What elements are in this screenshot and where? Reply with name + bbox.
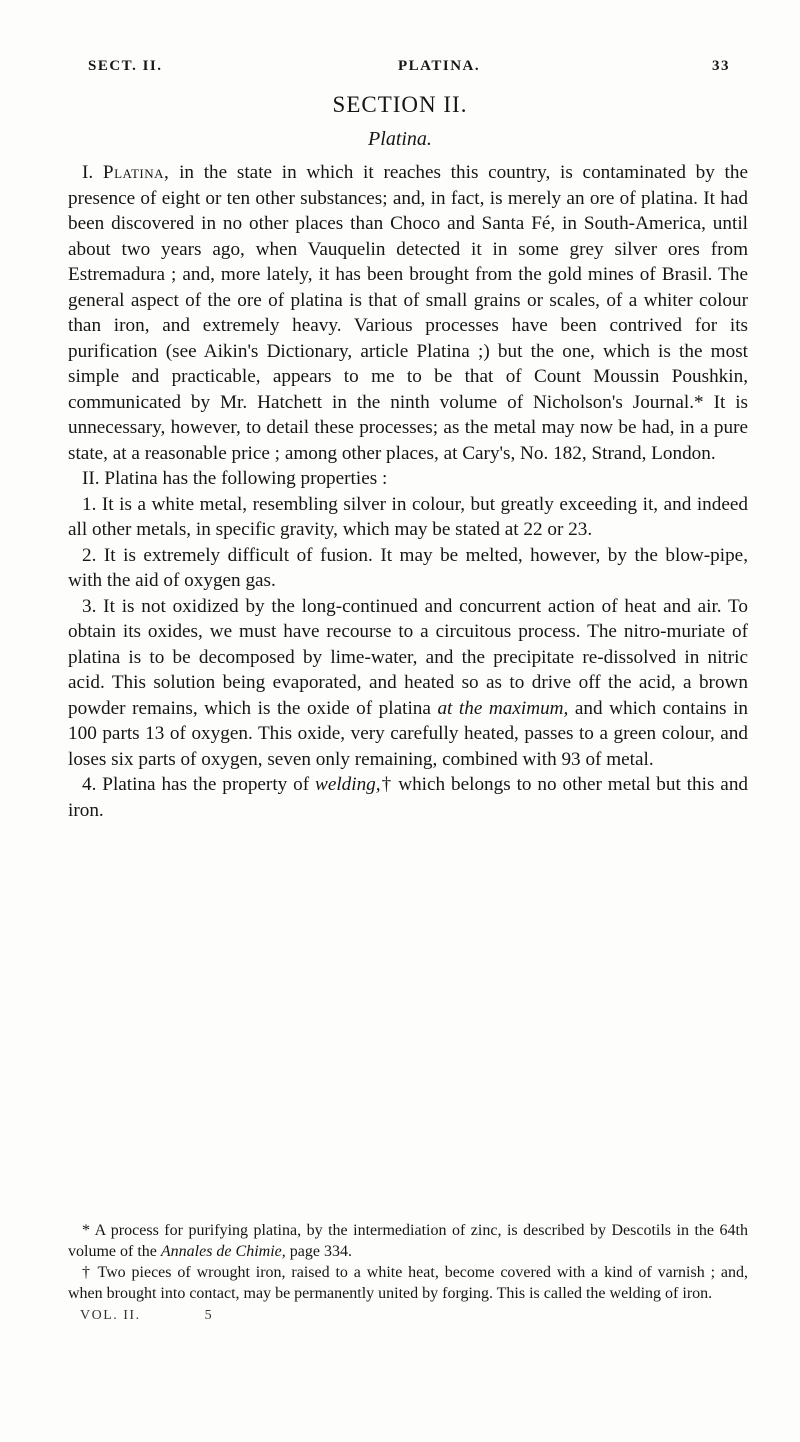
- paragraph-6: [68, 772, 748, 823]
- signature-mark: 5: [204, 1308, 214, 1323]
- footnote-1-italic: Annales de Chimie,: [160, 1243, 286, 1260]
- paragraph-6-text-a: 4. Platina has the property of: [82, 774, 310, 795]
- running-head-section: SECT. II.: [88, 58, 163, 74]
- footnote-1-text-a: * A process for purifying platina, by the intermediation of zinc, is described by Descotils in the 64th volume of the: [68, 1222, 748, 1260]
- paragraph-6-italic: welding,: [315, 774, 381, 795]
- paragraph-2: II. Platina has the following properties :: [82, 468, 388, 489]
- paragraph-5-italic: at the maximum,: [437, 697, 569, 719]
- running-head: [88, 58, 730, 82]
- paragraph-5-text-a: 3. It is not oxidized by the long-continued and concurrent action of heat and air. To obtain its oxides, we must have recourse to a circuitous process. The nitro-muriate of platina is to be decomposed by lime-water, and the precipitate re-dissolved in nitric acid. This solution being evaporated, and heated so as to drive off the acid, a brown powder remains, which is the oxide of platina: [68, 595, 748, 719]
- paragraph-numeral: I.: [82, 162, 94, 183]
- paragraph-5: [68, 594, 748, 773]
- paragraph-1-text-b: It is unnecessary, however, to detail these processes; as the metal may now be had, in a pure state, at a reasonable price ; among other places, at Cary's, No. 182, Strand, London.: [68, 391, 749, 464]
- paragraph-1-text-a: in the state in which it reaches this country, is contaminated by the presence of eight or ten other substances; and, in fact, is merely an ore of platina. It had been discovered in no other places than Choco and Santa Fé, in South-America, until about two years ago, when Vauquelin detected it in some grey silver ores from Estremadura ; and, more lately, it has been brought from the gold mines of Brasil. The general aspect of the ore of platina is that of small grains or scales, of a whiter colour than iron, and extremely heavy. Various processes have been contrived for its purification (see Aikin's Dictionary, article Platina ;) but the one, which is the most simple and practicable, appears to me to be that of Count Moussin Poushkin, communicated by Mr. Hatchett in the ninth volume of Nicholson's Journal.*: [68, 162, 748, 413]
- signature-line: [80, 1308, 213, 1324]
- footnote-2: † Two pieces of wrought iron, raised to a white heat, become covered with a kind of varnish ; and, when brought into contact, may be permanently united by forging. This is called the welding of iron.: [68, 1264, 748, 1302]
- section-subtitle: Platina.: [368, 128, 432, 150]
- running-head-title: PLATINA.: [398, 58, 481, 74]
- section-heading: SECTION II.: [332, 92, 468, 117]
- footnote-1-text-b: page 334.: [289, 1243, 352, 1260]
- paragraph-4: 2. It is extremely difficult of fusion. It may be melted, however, by the blow-pipe, with the aid of oxygen gas.: [68, 544, 748, 591]
- volume-mark: VOL. II.: [80, 1308, 141, 1323]
- paragraph-1: [68, 160, 748, 466]
- footnotes: [68, 1220, 748, 1304]
- paragraph-keyword: Platina,: [102, 162, 170, 183]
- body-text: [68, 160, 748, 823]
- paragraph-6-text-b: † which belongs to no other metal but this and iron.: [68, 774, 749, 821]
- footnote-1: [68, 1220, 748, 1262]
- paragraph-3: 1. It is a white metal, resembling silver in colour, but greatly exceeding it, and indeed all other metals, in specific gravity, which may be stated at 22 or 23.: [68, 493, 748, 540]
- paragraph-5-text-b: and which contains in 100 parts 13 of oxygen. This oxide, very carefully heated, passes to a green colour, and loses six parts of oxygen, seven only remaining, combined with 93 of metal.: [68, 697, 749, 770]
- page-number: 33: [712, 58, 730, 74]
